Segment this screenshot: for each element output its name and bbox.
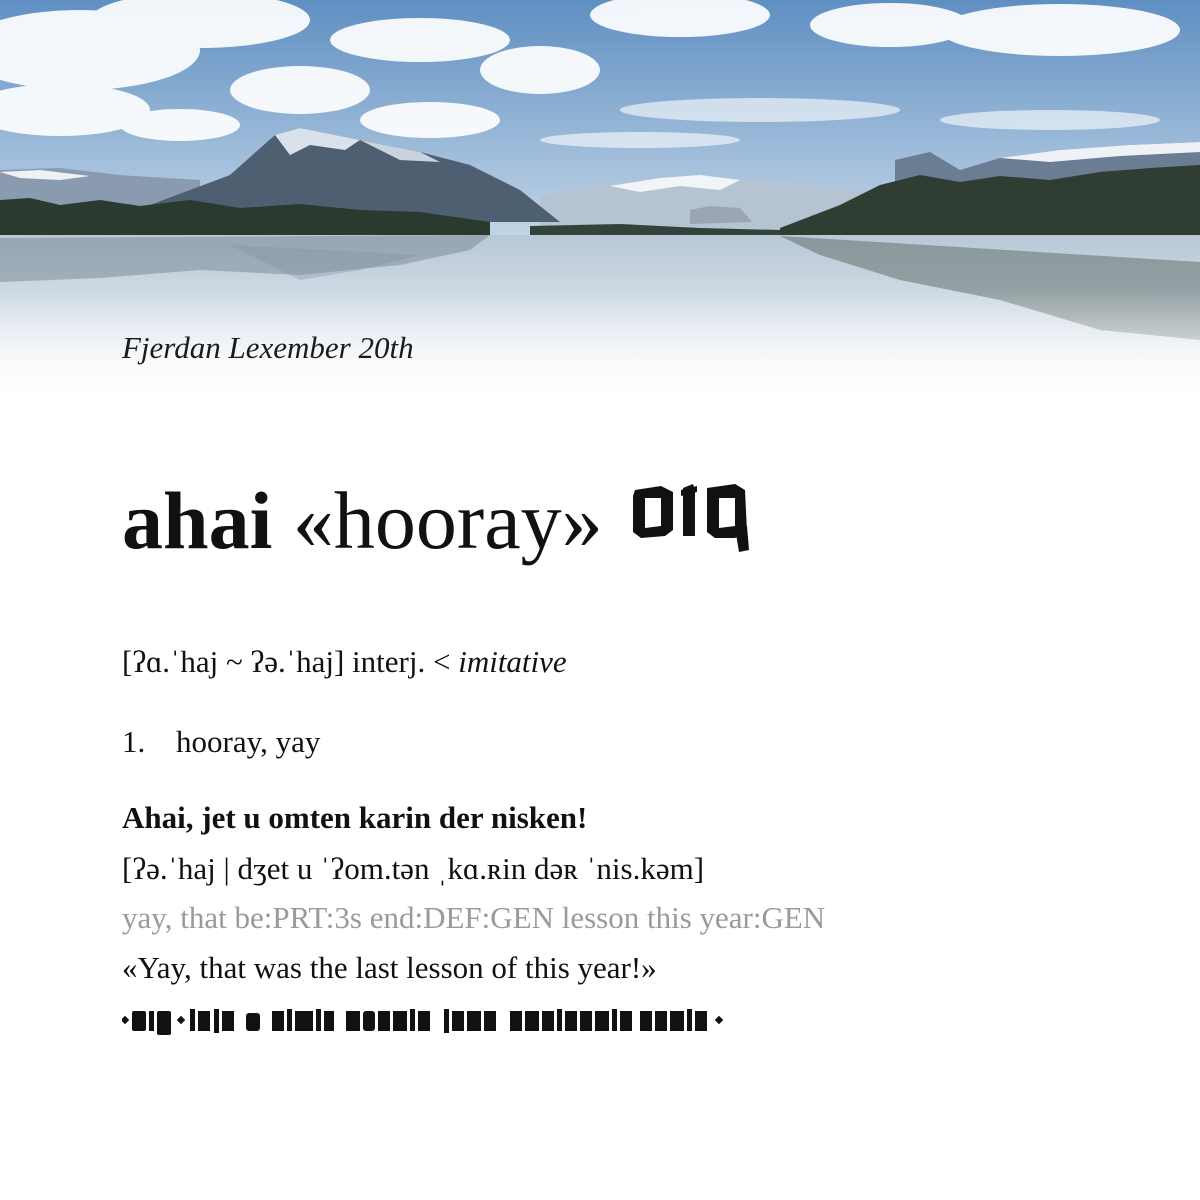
- sense-text: hooray, yay: [176, 724, 321, 759]
- headword-line: [122, 475, 771, 568]
- etymology: imitative: [458, 644, 567, 679]
- example-ipa: [ʔə.ˈhaj | dʒet u ˈʔom.tən ˌkɑ.ʀin dəʀ ˈnis.kəm]: [122, 851, 705, 886]
- headword-gloss: «hooray»: [292, 475, 603, 566]
- headword: ahai: [122, 475, 273, 566]
- example-sentence: Ahai, jet u omten karin der nisken!: [122, 800, 588, 835]
- example-gloss: yay, that be:PRT:3s end:DEF:GEN lesson this year:GEN: [122, 900, 826, 935]
- pronunciation: [ʔɑ.ˈhaj ~ ʔə.ˈhaj] interj. <: [122, 644, 451, 679]
- sense-number: 1.: [122, 724, 146, 759]
- entry-date: Fjerdan Lexember 20th: [122, 330, 414, 365]
- script-sentence-icon: [122, 1005, 732, 1046]
- example-translation: «Yay, that was the last lesson of this year!»: [122, 950, 657, 985]
- script-headword-icon: [631, 478, 771, 568]
- pronunciation-line: [122, 644, 567, 680]
- sense-item: [122, 724, 320, 760]
